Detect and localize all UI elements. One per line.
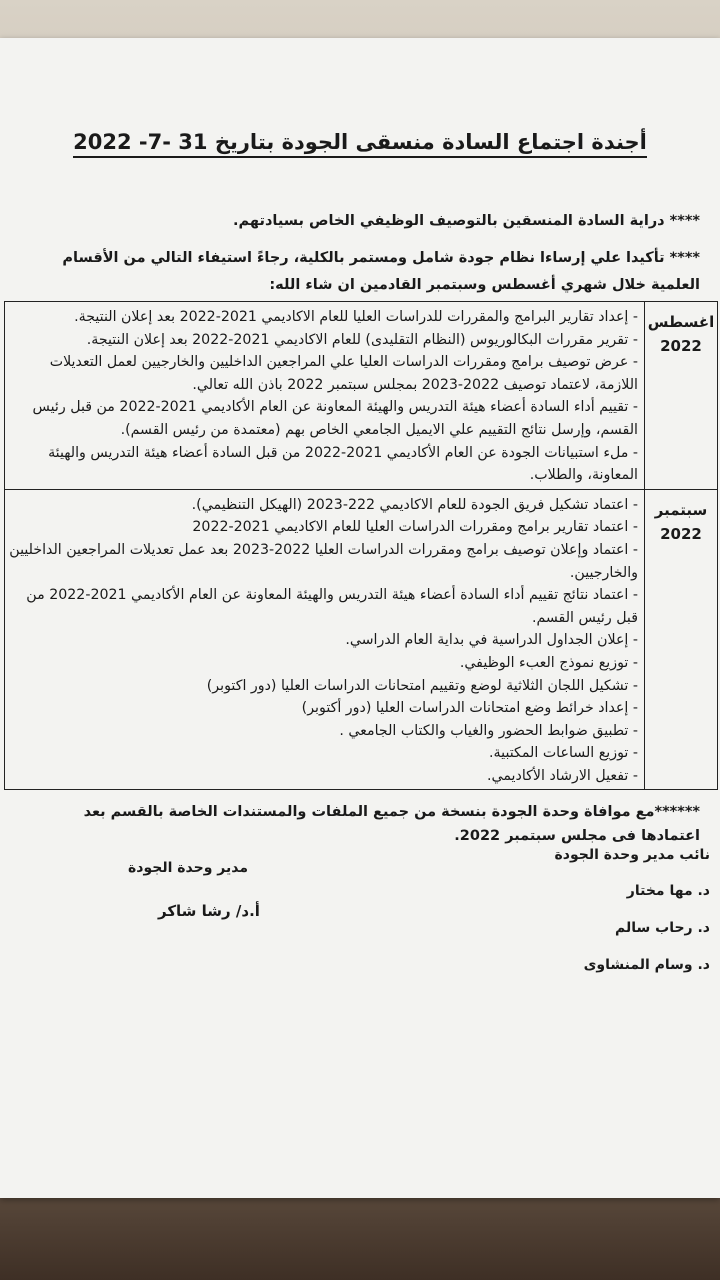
list-item: - إعداد تقارير البرامج والمقررات للدراسات العليا للعام الاكاديمي 2021-2022 بعد إعلان النتيجة.: [9, 306, 638, 329]
deputy-name-2: د. رحاب سالم: [615, 920, 710, 936]
list-item: - اعتماد تقارير برامج ومقررات الدراسات العليا للعام الاكاديمي 2021-2022: [9, 516, 638, 539]
list-item: - توزيع نموذج العبء الوظيفي.: [9, 652, 638, 675]
items-cell-august: [5, 302, 645, 490]
deputy-title: نائب مدير وحدة الجودة: [554, 847, 710, 863]
deputy-name-1: د. مها مختار: [626, 883, 710, 899]
deputy-name-3: د. وسام المنشاوى: [583, 957, 710, 973]
director-title: مدير وحدة الجودة: [128, 860, 248, 876]
list-item: - تقرير مقررات البكالوريوس (النظام التقليدى) للعام الاكاديمي 2021-2022 بعد إعلان النتيجة.: [9, 329, 638, 352]
list-item: - تفعيل الارشاد الأكاديمي.: [9, 765, 638, 788]
month-year: 2022: [660, 524, 702, 543]
intro-paragraph-2: **** تأكيدا علي إرساءا نظام جودة شامل ومستمر بالكلية، رجاءً استيفاء التالي من الأقسام العلمية خلال شهري أغسطس وسبتمبر القادمين ان شاء الله:: [62, 250, 700, 293]
document-title: أجندة اجتماع السادة منسقى الجودة بتاريخ 31 -7- 2022: [0, 130, 720, 154]
agenda-list-september: [9, 494, 638, 788]
list-item: - عرض توصيف برامج ومقررات الدراسات العليا علي المراجعين الداخليين والخارجيين لعمل التعديلات اللازمة، لاعتماد توصيف 2022-2023 بمجلس سبتمبر 2022 باذن الله تعالي.: [9, 351, 638, 396]
intro-paragraph-1: **** دراية السادة المنسقين بالتوصيف الوظيفي الخاص بسيادتهم.: [233, 213, 700, 229]
closing-note: ******مع موافاة وحدة الجودة بنسخة من جميع الملفات والمستندات الخاصة بالقسم بعد اعتمادها فى مجلس سبتمبر 2022.: [83, 804, 700, 844]
document-page: [0, 38, 720, 1198]
month-label: سبتمبر: [654, 500, 708, 519]
month-label: اغسطس: [647, 313, 715, 331]
list-item: - اعتماد تشكيل فريق الجودة للعام الاكاديمي 222-2023 (الهيكل التنظيمي).: [9, 494, 638, 517]
month-cell-august: [645, 302, 718, 490]
list-item: - تشكيل اللجان الثلاثية لوضع وتقييم امتحانات الدراسات العليا (دور اكتوبر): [9, 675, 638, 698]
items-cell-september: [5, 489, 645, 790]
month-year: 2022: [660, 337, 702, 355]
agenda-table: [4, 301, 718, 790]
list-item: - إعداد خرائط وضع امتحانات الدراسات العليا (دور أكتوبر): [9, 697, 638, 720]
list-item: - ملء استبيانات الجودة عن العام الأكاديمي 2021-2022 من قبل السادة أعضاء هيئة التدريس والهيئة المعاونة، والطلاب.: [9, 442, 638, 487]
director-name: أ.د/ رشا شاكر: [158, 902, 260, 920]
list-item: - تطبيق ضوابط الحضور والغياب والكتاب الجامعي .: [9, 720, 638, 743]
list-item: - اعتماد نتائج تقييم أداء السادة أعضاء هيئة التدريس والهيئة المعاونة عن العام الأكاديمي 2021-2022 من قبل رئيس القسم.: [9, 584, 638, 629]
list-item: - توزيع الساعات المكتبية.: [9, 742, 638, 765]
agenda-row-august: [5, 302, 718, 490]
list-item: - اعتماد وإعلان توصيف برامج ومقررات الدراسات العليا 2022-2023 بعد عمل تعديلات المراجعين الداخليين والخارجيين.: [9, 539, 638, 584]
list-item: - إعلان الجداول الدراسية في بداية العام الدراسي.: [9, 629, 638, 652]
agenda-row-september: [5, 489, 718, 790]
agenda-list-august: [9, 306, 638, 487]
list-item: - تقييم أداء السادة أعضاء هيئة التدريس والهيئة المعاونة عن العام الأكاديمي 2021-2022 من قبل رئيس القسم، وإرسل نتائج التقييم علي الايميل الجامعي الخاص بهم (معتمدة من رئيس القسم).: [9, 396, 638, 441]
month-cell-september: [645, 489, 718, 790]
